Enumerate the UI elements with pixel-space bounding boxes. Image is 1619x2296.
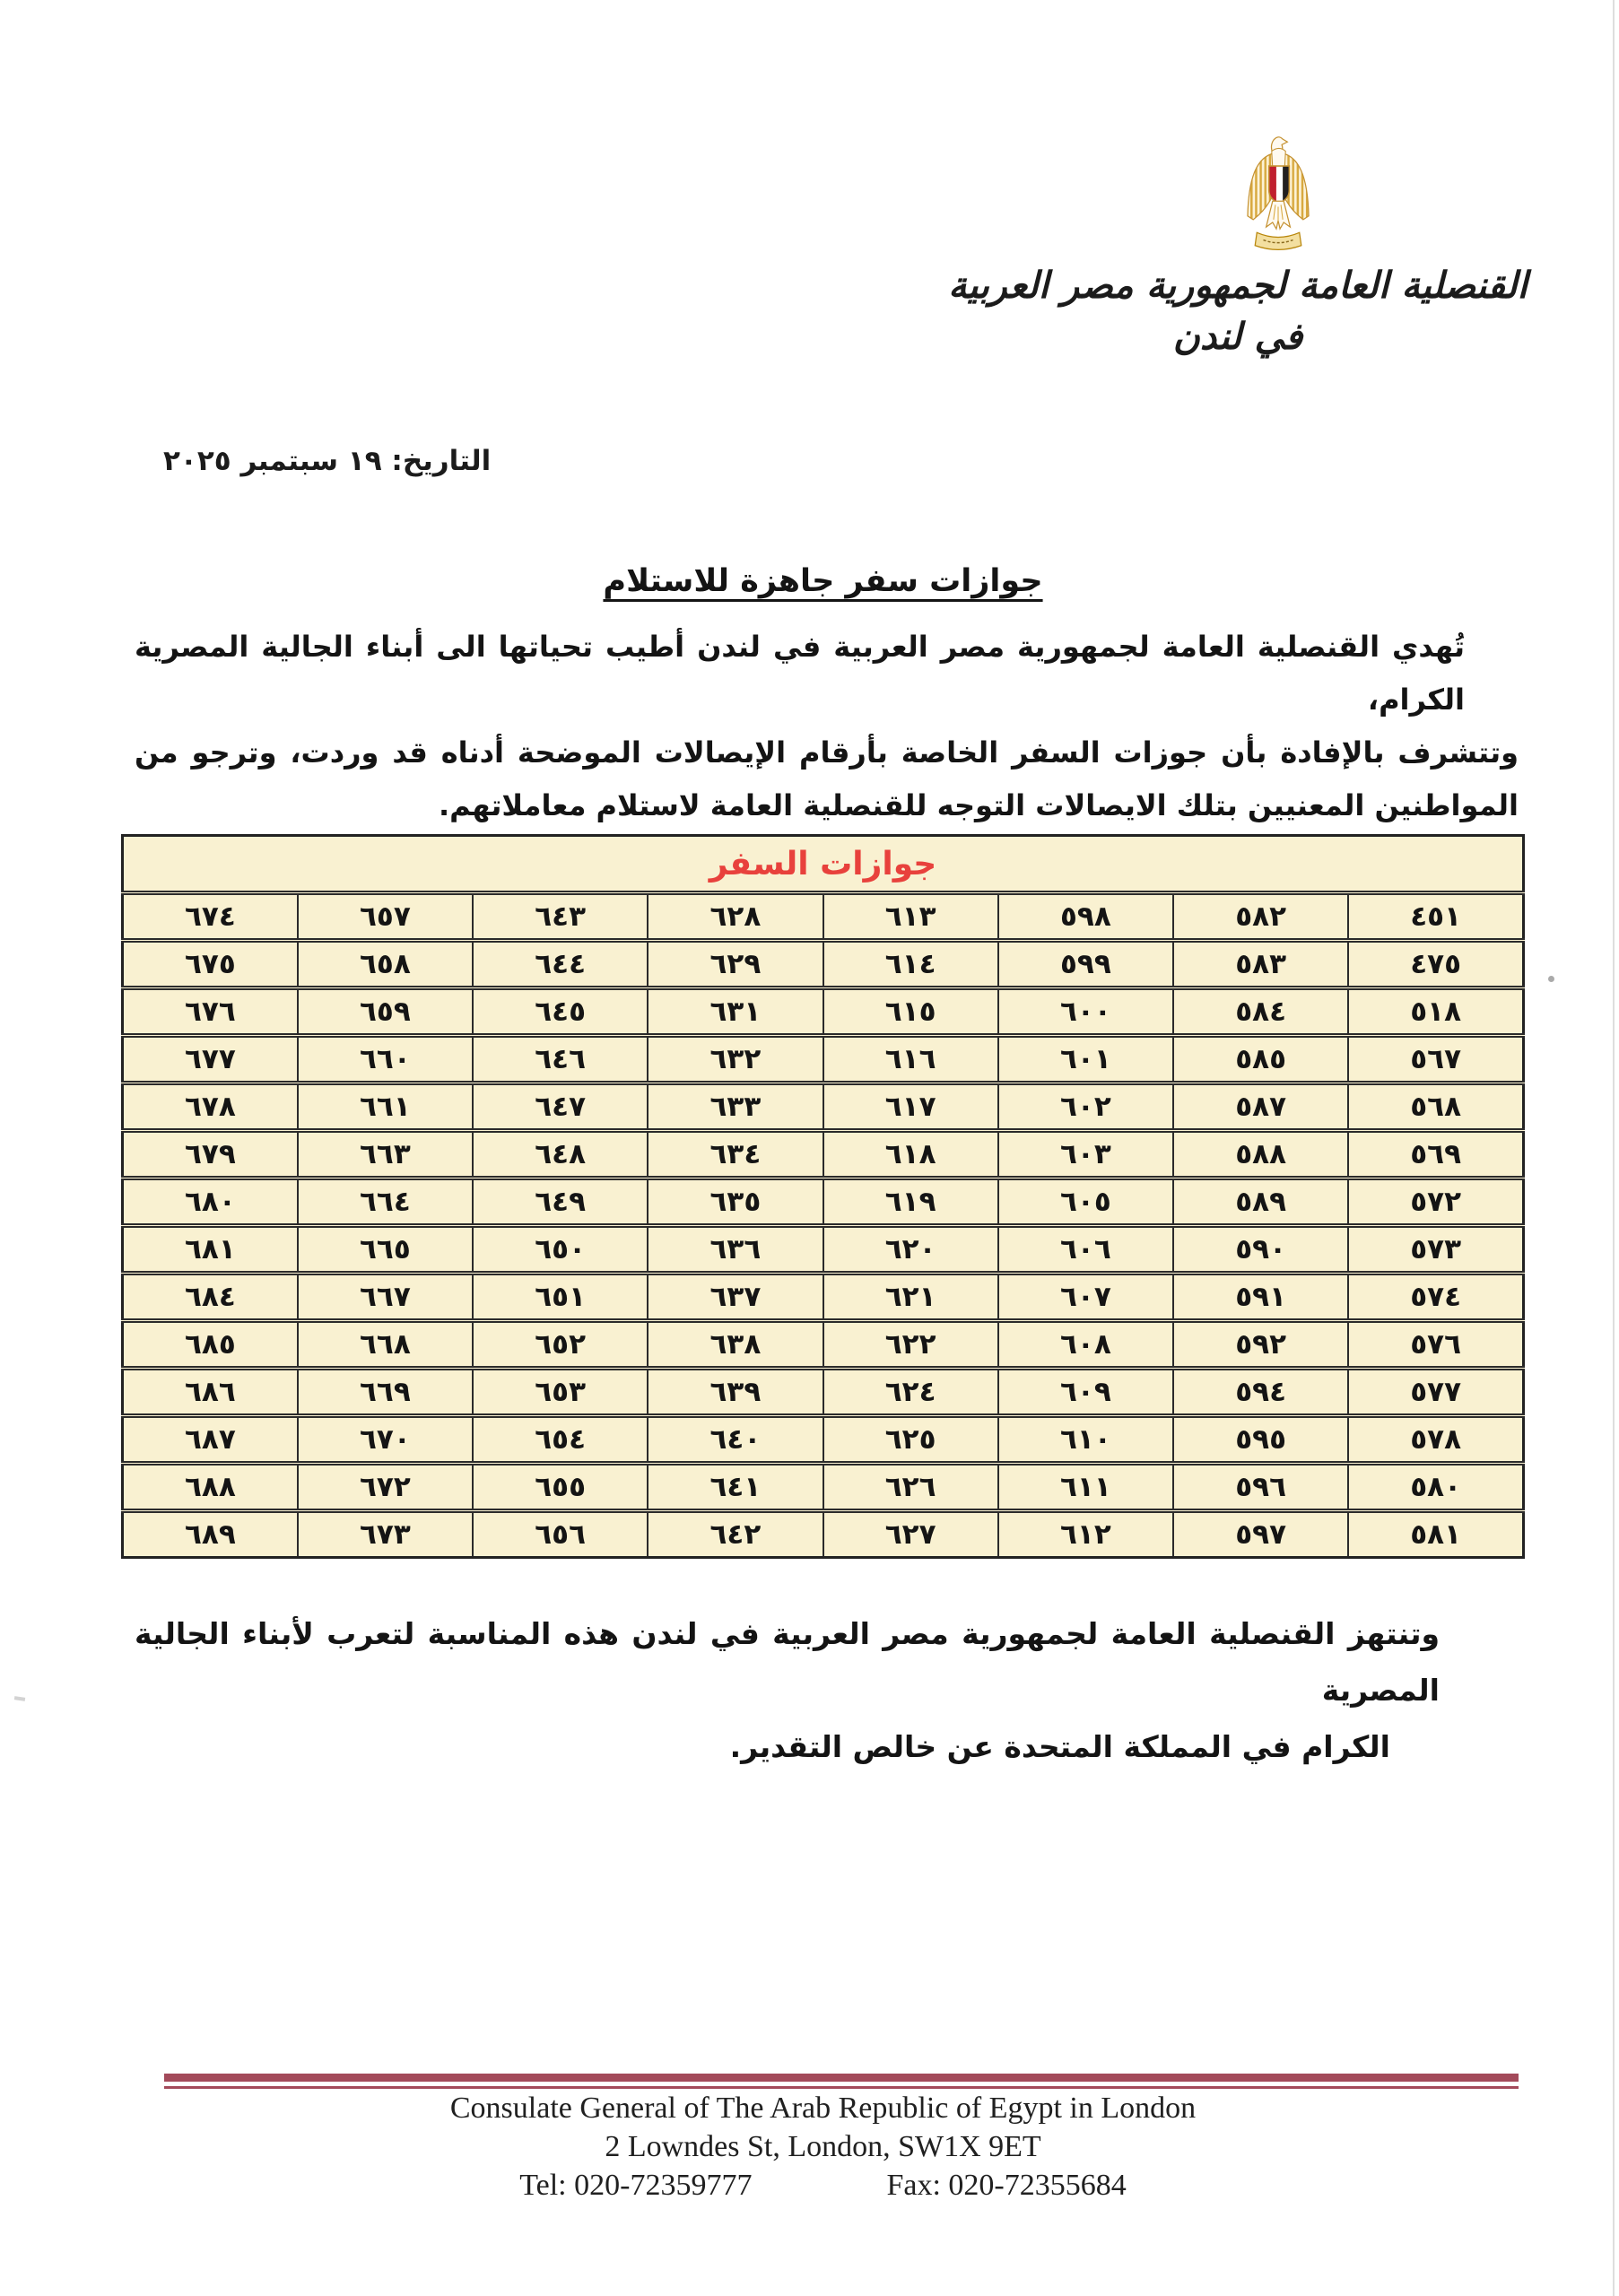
passport-number-cell: ٦١٧ bbox=[823, 1083, 998, 1131]
passport-number-cell: ٦٦٠ bbox=[298, 1036, 473, 1083]
table-row bbox=[123, 941, 1524, 988]
passport-number-cell: ٦٤٣ bbox=[473, 893, 648, 941]
table-row bbox=[123, 1178, 1524, 1226]
passport-number-cell: ٥٧٧ bbox=[1348, 1369, 1523, 1416]
passport-number-cell: ٦٦٨ bbox=[298, 1321, 473, 1369]
table-row bbox=[123, 1416, 1524, 1464]
passport-number-cell: ٦٤٦ bbox=[473, 1036, 648, 1083]
passport-number-cell: ٥٩٥ bbox=[1173, 1416, 1348, 1464]
passport-number-cell: ٥٨٨ bbox=[1173, 1131, 1348, 1178]
passport-number-cell: ٦٦٤ bbox=[298, 1178, 473, 1226]
passport-number-cell: ٦١٩ bbox=[823, 1178, 998, 1226]
passport-number-cell: ٦١٤ bbox=[823, 941, 998, 988]
passport-number-cell: ٥٩٨ bbox=[998, 893, 1173, 941]
footer-fax: Fax: 020-72355684 bbox=[886, 2169, 1127, 2202]
passport-number-cell: ٦١٥ bbox=[823, 988, 998, 1036]
table-row bbox=[123, 1274, 1524, 1321]
passport-number-cell: ٦٨٠ bbox=[123, 1178, 298, 1226]
passport-number-cell: ٦٤٢ bbox=[648, 1511, 823, 1558]
passport-number-cell: ٦٨٩ bbox=[123, 1511, 298, 1558]
passport-number-cell: ٦٤٨ bbox=[473, 1131, 648, 1178]
letter-title-text: جوازات سفر جاهزة للاستلام bbox=[603, 563, 1043, 599]
footer-address: 2 Lowndes St, London, SW1X 9ET bbox=[605, 2130, 1041, 2163]
passport-number-cell: ٦٢٧ bbox=[823, 1511, 998, 1558]
table-row bbox=[123, 1321, 1524, 1369]
passport-number-cell: ٦٧٨ bbox=[123, 1083, 298, 1131]
table-row bbox=[123, 1131, 1524, 1178]
passport-number-cell: ٤٧٥ bbox=[1348, 941, 1523, 988]
passport-number-cell: ٥٩١ bbox=[1173, 1274, 1348, 1321]
passport-number-cell: ٦٥٠ bbox=[473, 1226, 648, 1274]
footer-rule-thick bbox=[164, 2074, 1519, 2082]
passport-number-cell: ٦٧٢ bbox=[298, 1464, 473, 1511]
passport-number-cell: ٦٢٤ bbox=[823, 1369, 998, 1416]
passport-number-cell: ٥٨٥ bbox=[1173, 1036, 1348, 1083]
passport-number-cell: ٦٠٠ bbox=[998, 988, 1173, 1036]
body-line-3: المواطنين المعنيين بتلك الايصالات التوجه للقنصلية العامة لاستلام معاملاتهم. bbox=[438, 788, 1519, 822]
passport-number-cell: ٥٨٩ bbox=[1173, 1178, 1348, 1226]
passport-number-cell: ٥٨٢ bbox=[1173, 893, 1348, 941]
passport-number-cell: ٥٧٣ bbox=[1348, 1226, 1523, 1274]
scan-artifact bbox=[14, 1696, 25, 1701]
passport-number-cell: ٥٩٢ bbox=[1173, 1321, 1348, 1369]
table-row bbox=[123, 1464, 1524, 1511]
egypt-coat-of-arms-icon bbox=[1240, 135, 1316, 253]
passport-number-cell: ٥٧٨ bbox=[1348, 1416, 1523, 1464]
passport-number-cell: ٦٧٠ bbox=[298, 1416, 473, 1464]
passport-table-title: جوازات السفر bbox=[123, 836, 1524, 893]
passport-number-cell: ٦٢١ bbox=[823, 1274, 998, 1321]
passport-number-cell: ٦٢٩ bbox=[648, 941, 823, 988]
closing-line-1: وتنتهز القنصلية العامة لجمهورية مصر العربية في لندن هذه المناسبة لتعرب لأبناء الجالية المصرية bbox=[135, 1616, 1440, 1708]
passport-number-cell: ٥٩٧ bbox=[1173, 1511, 1348, 1558]
passport-number-cell: ٥٩٤ bbox=[1173, 1369, 1348, 1416]
passport-number-cell: ٦٣٩ bbox=[648, 1369, 823, 1416]
passport-number-cell: ٦٣٥ bbox=[648, 1178, 823, 1226]
passport-number-cell: ٦٤٧ bbox=[473, 1083, 648, 1131]
closing-paragraph bbox=[135, 1605, 1440, 1775]
passport-number-cell: ٥٦٩ bbox=[1348, 1131, 1523, 1178]
table-row bbox=[123, 1083, 1524, 1131]
consulate-name-arabic bbox=[924, 260, 1552, 362]
passport-number-cell: ٥١٨ bbox=[1348, 988, 1523, 1036]
passport-number-cell: ٥٨١ bbox=[1348, 1511, 1523, 1558]
passport-table bbox=[121, 834, 1525, 1559]
passport-number-cell: ٥٦٧ bbox=[1348, 1036, 1523, 1083]
passport-number-cell: ٦٥٨ bbox=[298, 941, 473, 988]
passport-number-cell: ٥٩٩ bbox=[998, 941, 1173, 988]
passport-number-cell: ٦٥٣ bbox=[473, 1369, 648, 1416]
passport-number-cell: ٦٢٥ bbox=[823, 1416, 998, 1464]
closing-line-2: الكرام في المملكة المتحدة عن خالص التقدير. bbox=[729, 1729, 1390, 1764]
passport-number-cell: ٦٥٢ bbox=[473, 1321, 648, 1369]
body-paragraph bbox=[135, 621, 1519, 832]
table-row bbox=[123, 1226, 1524, 1274]
passport-number-cell: ٦٥٥ bbox=[473, 1464, 648, 1511]
passport-number-cell: ٦٣٧ bbox=[648, 1274, 823, 1321]
footer-contact-line bbox=[121, 2169, 1525, 2203]
passport-number-cell: ٦٤٠ bbox=[648, 1416, 823, 1464]
passport-number-cell: ٦٠٨ bbox=[998, 1321, 1173, 1369]
table-row bbox=[123, 1036, 1524, 1083]
passport-number-cell: ٥٧٢ bbox=[1348, 1178, 1523, 1226]
passport-number-cell: ٦٦٩ bbox=[298, 1369, 473, 1416]
passport-number-cell: ٦٨١ bbox=[123, 1226, 298, 1274]
passport-number-cell: ٦٣٦ bbox=[648, 1226, 823, 1274]
passport-number-cell: ٦٣٢ bbox=[648, 1036, 823, 1083]
passport-number-cell: ٥٨٧ bbox=[1173, 1083, 1348, 1131]
passport-number-cell: ٦٧٥ bbox=[123, 941, 298, 988]
passport-number-cell: ٦٥٦ bbox=[473, 1511, 648, 1558]
passport-number-cell: ٦٦٥ bbox=[298, 1226, 473, 1274]
passport-number-cell: ٥٨٠ bbox=[1348, 1464, 1523, 1511]
table-header-row bbox=[123, 836, 1524, 893]
passport-number-cell: ٦١١ bbox=[998, 1464, 1173, 1511]
table-row bbox=[123, 1369, 1524, 1416]
passport-number-cell: ٦٠٦ bbox=[998, 1226, 1173, 1274]
passport-number-cell: ٦١٨ bbox=[823, 1131, 998, 1178]
passport-number-cell: ٦٠٧ bbox=[998, 1274, 1173, 1321]
passport-number-cell: ٦٣٨ bbox=[648, 1321, 823, 1369]
passport-number-cell: ٥٧٤ bbox=[1348, 1274, 1523, 1321]
footer-rule-thin bbox=[164, 2086, 1519, 2089]
body-line-2: وتتشرف بالإفادة بأن جوزات السفر الخاصة بأرقام الإيصالات الموضحة أدناه قد وردت، وترجو من bbox=[135, 735, 1519, 770]
passport-number-cell: ٦٨٤ bbox=[123, 1274, 298, 1321]
body-line-1: تُهدي القنصلية العامة لجمهورية مصر العربية في لندن أطيب تحياتها الى أبناء الجالية المصرية الكرام، bbox=[135, 630, 1465, 717]
passport-number-cell: ٦١٣ bbox=[823, 893, 998, 941]
passport-number-cell: ٦٢٢ bbox=[823, 1321, 998, 1369]
passport-number-cell: ٥٧٦ bbox=[1348, 1321, 1523, 1369]
passport-number-cell: ٦٧٦ bbox=[123, 988, 298, 1036]
passport-number-cell: ٤٥١ bbox=[1348, 893, 1523, 941]
passport-number-cell: ٦٣٤ bbox=[648, 1131, 823, 1178]
passport-number-cell: ٦١٠ bbox=[998, 1416, 1173, 1464]
passport-number-cell: ٥٦٨ bbox=[1348, 1083, 1523, 1131]
passport-number-cell: ٦٠٥ bbox=[998, 1178, 1173, 1226]
passport-number-cell: ٦٣٣ bbox=[648, 1083, 823, 1131]
passport-number-cell: ٦٥٧ bbox=[298, 893, 473, 941]
passport-number-cell: ٦٧٧ bbox=[123, 1036, 298, 1083]
passport-number-cell: ٦٤٩ bbox=[473, 1178, 648, 1226]
passport-number-cell: ٦٧٩ bbox=[123, 1131, 298, 1178]
scan-artifact bbox=[1548, 976, 1554, 982]
passport-number-cell: ٥٩٦ bbox=[1173, 1464, 1348, 1511]
passport-number-cell: ٦٥٩ bbox=[298, 988, 473, 1036]
passport-number-cell: ٦٧٣ bbox=[298, 1511, 473, 1558]
passport-number-cell: ٦٠٢ bbox=[998, 1083, 1173, 1131]
passport-number-cell: ٦٢٦ bbox=[823, 1464, 998, 1511]
table-row bbox=[123, 893, 1524, 941]
passport-number-cell: ٦٦٧ bbox=[298, 1274, 473, 1321]
consulate-name-line2: في لندن bbox=[1172, 315, 1303, 358]
passport-number-cell: ٥٨٣ bbox=[1173, 941, 1348, 988]
passport-number-cell: ٦٠١ bbox=[998, 1036, 1173, 1083]
passport-number-cell: ٦٤٥ bbox=[473, 988, 648, 1036]
passport-table-body bbox=[123, 893, 1524, 1558]
passport-number-cell: ٦٤١ bbox=[648, 1464, 823, 1511]
passport-number-cell: ٦٦٣ bbox=[298, 1131, 473, 1178]
passport-number-cell: ٦٤٤ bbox=[473, 941, 648, 988]
consulate-name-line1: القنصلية العامة لجمهورية مصر العربية bbox=[948, 264, 1528, 307]
passport-number-cell: ٦١٢ bbox=[998, 1511, 1173, 1558]
passport-number-cell: ٦٢٨ bbox=[648, 893, 823, 941]
passport-number-cell: ٦٠٣ bbox=[998, 1131, 1173, 1178]
passport-number-cell: ٥٨٤ bbox=[1173, 988, 1348, 1036]
passport-number-cell: ٦٣١ bbox=[648, 988, 823, 1036]
table-row bbox=[123, 988, 1524, 1036]
passport-number-cell: ٦٥٤ bbox=[473, 1416, 648, 1464]
passport-number-cell: ٦٨٥ bbox=[123, 1321, 298, 1369]
passport-number-cell: ٦٥١ bbox=[473, 1274, 648, 1321]
letter-title bbox=[121, 563, 1525, 599]
passport-number-cell: ٦٢٠ bbox=[823, 1226, 998, 1274]
passport-number-cell: ٦٧٤ bbox=[123, 893, 298, 941]
passport-number-cell: ٦١٦ bbox=[823, 1036, 998, 1083]
passport-number-cell: ٥٩٠ bbox=[1173, 1226, 1348, 1274]
table-row bbox=[123, 1511, 1524, 1558]
passport-number-cell: ٦٠٩ bbox=[998, 1369, 1173, 1416]
passport-number-cell: ٦٨٦ bbox=[123, 1369, 298, 1416]
scan-edge-line bbox=[1613, 0, 1615, 2296]
date-line: التاريخ: ١٩ سبتمبر ٢٠٢٥ bbox=[163, 445, 492, 477]
passport-number-cell: ٦٨٧ bbox=[123, 1416, 298, 1464]
passport-number-cell: ٦٦١ bbox=[298, 1083, 473, 1131]
footer-consulate-name: Consulate General of The Arab Republic of Egypt in London bbox=[449, 2092, 1197, 2125]
footer-tel: Tel: 020-72359777 bbox=[519, 2169, 753, 2202]
passport-number-cell: ٦٨٨ bbox=[123, 1464, 298, 1511]
